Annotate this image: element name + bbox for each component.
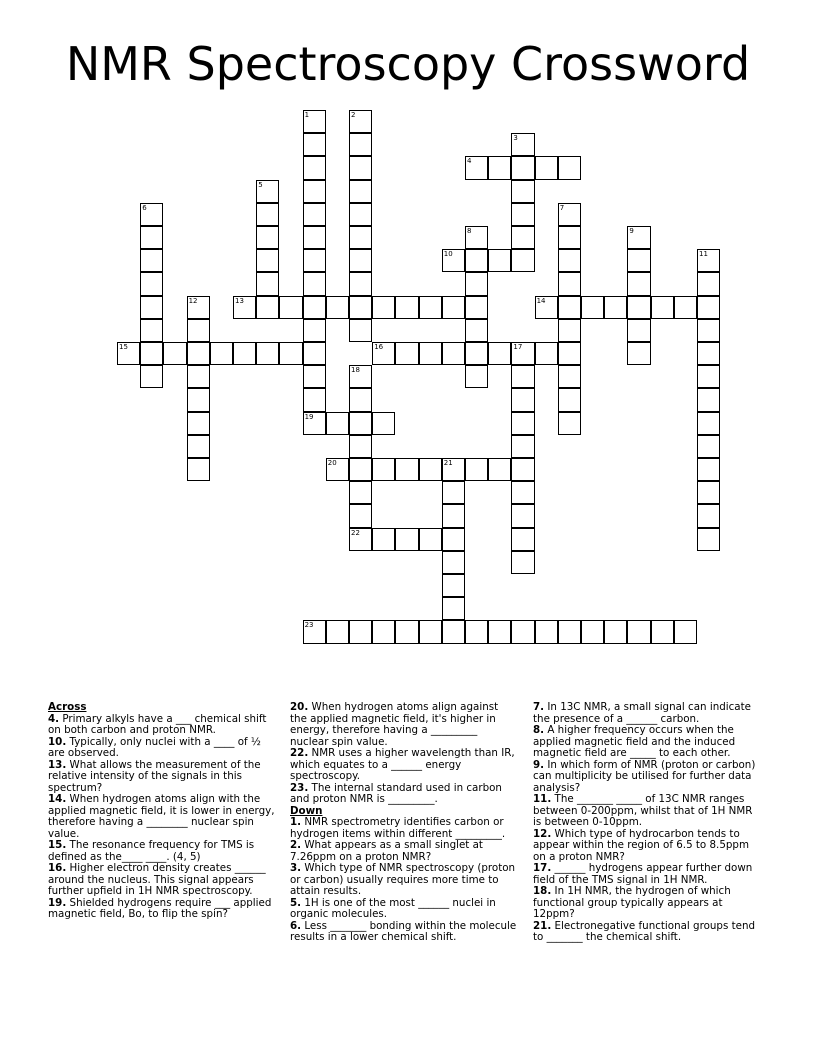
- grid-cell[interactable]: [511, 365, 534, 388]
- cell-number: 12: [188, 296, 198, 305]
- grid-cell[interactable]: [349, 296, 372, 319]
- grid-cell[interactable]: [187, 388, 210, 411]
- grid-cell[interactable]: [697, 365, 720, 388]
- cell-number: 16: [374, 343, 384, 351]
- down-heading: Down: [290, 804, 323, 817]
- grid-cell[interactable]: [349, 388, 372, 411]
- grid-cell[interactable]: [697, 528, 720, 551]
- grid-cell[interactable]: [511, 203, 534, 226]
- grid-cell[interactable]: [558, 296, 581, 319]
- grid-cell[interactable]: [279, 296, 302, 319]
- grid-cell[interactable]: [535, 156, 558, 179]
- grid-cell[interactable]: [303, 110, 326, 133]
- grid-cell[interactable]: [256, 249, 279, 272]
- grid-cell[interactable]: [419, 296, 442, 319]
- grid-cell[interactable]: [511, 226, 534, 249]
- grid-cell[interactable]: [187, 458, 210, 481]
- grid-cell[interactable]: [558, 412, 581, 435]
- grid-cell[interactable]: [442, 504, 465, 527]
- grid-cell[interactable]: [627, 249, 650, 272]
- grid-cell[interactable]: [627, 296, 650, 319]
- clue-across-4: 4. Primary alkyls have a ___ chemical shift on both carbon and proton NMR.: [48, 712, 267, 736]
- clue-down-8: 8. A higher frequency occurs when the applied magnetic field and the induced magnetic field are _____ to each other.: [533, 724, 736, 759]
- cell-number: 6: [142, 203, 147, 212]
- cell-number: 7: [559, 203, 565, 212]
- grid-cell[interactable]: [511, 481, 534, 504]
- grid-cell[interactable]: [256, 226, 279, 249]
- grid-cell[interactable]: [627, 620, 650, 643]
- grid-cell[interactable]: [349, 458, 372, 481]
- clue-down-1: 1. NMR spectrometry identifies carbon or hydrogen items within different _________.: [290, 816, 506, 840]
- grid-cell[interactable]: [303, 365, 326, 388]
- clue-down-11: 11. The _______ _____ of 13C NMR ranges between 0-200ppm, whilst that of 1H NMR is between 0-10ppm.: [533, 793, 753, 828]
- clue-column-3: [533, 702, 761, 944]
- grid-cell[interactable]: [326, 458, 349, 481]
- cell-number: 10: [443, 250, 453, 259]
- cell-number: 14: [536, 296, 546, 305]
- grid-cell[interactable]: [303, 388, 326, 411]
- cell-number: 4: [467, 157, 472, 166]
- grid-cell[interactable]: [697, 481, 720, 504]
- grid-cell[interactable]: [233, 342, 256, 365]
- cell-number: 18: [351, 366, 360, 375]
- clue-down-21: 21. Electronegative functional groups tend to _______ the chemical shift.: [533, 919, 756, 943]
- grid-cell[interactable]: [303, 203, 326, 226]
- grid-cell[interactable]: [674, 296, 697, 319]
- cell-number: 1: [304, 111, 310, 119]
- grid-cell[interactable]: [326, 412, 349, 435]
- grid-cell[interactable]: [511, 342, 534, 365]
- cell-number: 11: [699, 250, 708, 259]
- grid-cell[interactable]: [349, 133, 372, 156]
- grid-cell[interactable]: [488, 156, 511, 179]
- grid-cell[interactable]: [303, 156, 326, 179]
- grid-cell[interactable]: [349, 412, 372, 435]
- clue-down-9: 9. In which form of NMR (proton or carbon) can multiplicity be utilised for further data analysis?: [533, 758, 756, 794]
- grid-cell[interactable]: [697, 388, 720, 411]
- grid-cell[interactable]: [117, 342, 140, 365]
- grid-cell[interactable]: [535, 296, 558, 319]
- grid-cell[interactable]: [140, 249, 163, 272]
- grid-cell[interactable]: [303, 249, 326, 272]
- grid-cell[interactable]: [488, 458, 511, 481]
- grid-cell[interactable]: [233, 296, 256, 319]
- grid-cell[interactable]: [558, 388, 581, 411]
- grid-cell[interactable]: [488, 342, 511, 365]
- grid-cell[interactable]: [349, 504, 372, 527]
- grid-cell[interactable]: [627, 342, 650, 365]
- grid-cell[interactable]: [697, 504, 720, 527]
- grid-cell[interactable]: [511, 249, 534, 272]
- clue-across-13: 13. What allows the measurement of the relative intensity of the signals in this spectrum?: [48, 758, 261, 794]
- grid-cell[interactable]: [511, 551, 534, 574]
- grid-cell[interactable]: [442, 249, 465, 272]
- grid-cell[interactable]: [349, 319, 372, 342]
- grid-cell[interactable]: [442, 296, 465, 319]
- grid-cell[interactable]: [372, 296, 395, 319]
- grid-cell[interactable]: [187, 296, 210, 319]
- grid-cell[interactable]: [349, 156, 372, 179]
- grid-cell[interactable]: [558, 203, 581, 226]
- grid-cell[interactable]: [256, 342, 279, 365]
- cell-number: 3: [513, 134, 518, 143]
- grid-cell[interactable]: [395, 620, 418, 643]
- grid-cell[interactable]: [697, 435, 720, 458]
- clue-down-12: 12. Which type of hydrocarbon tends to appear within the region of 6.5 to 8.5ppm on a proton NMR?: [533, 827, 749, 863]
- grid-cell[interactable]: [535, 342, 558, 365]
- grid-cell[interactable]: [349, 226, 372, 249]
- grid-cell[interactable]: [303, 342, 326, 365]
- across-heading: Across: [48, 701, 87, 713]
- grid-cell[interactable]: [349, 249, 372, 272]
- grid-cell[interactable]: [395, 296, 418, 319]
- grid-cell[interactable]: [558, 365, 581, 388]
- grid-cell[interactable]: [511, 504, 534, 527]
- clue-down-17: 17. ______ hydrogens appear further down field of the TMS signal in 1H NMR.: [533, 862, 753, 886]
- grid-cell[interactable]: [349, 528, 372, 551]
- grid-cell[interactable]: [442, 551, 465, 574]
- cell-number: 19: [304, 412, 314, 421]
- clue-across-16: 16. Higher electron density creates ______ around the nucleus. This signal appears further upfield in 1H NMR spectroscopy.: [48, 862, 266, 897]
- grid-cell[interactable]: [697, 319, 720, 342]
- clue-across-20: 20. When hydrogen atoms align against the applied magnetic field, it's higher in energy, therefore having a _________ nuclear spin value.: [290, 701, 499, 748]
- grid-cell[interactable]: [256, 272, 279, 295]
- grid-cell[interactable]: [326, 296, 349, 319]
- grid-cell[interactable]: [279, 342, 302, 365]
- clue-down-5: 5. 1H is one of the most ______ nuclei in organic molecules.: [290, 896, 496, 920]
- grid-cell[interactable]: [697, 272, 720, 295]
- page-title: NMR Spectroscopy Crossword: [65, 37, 751, 91]
- grid-cell[interactable]: [604, 620, 627, 643]
- grid-cell[interactable]: [326, 620, 349, 643]
- grid-cell[interactable]: [511, 388, 534, 411]
- clue-down-18: 18. In 1H NMR, the hydrogen of which functional group typically appears at 12ppm?: [533, 885, 731, 920]
- grid-cell[interactable]: [349, 272, 372, 295]
- grid-cell[interactable]: [627, 272, 650, 295]
- grid-cell[interactable]: [488, 249, 511, 272]
- grid-cell[interactable]: [465, 296, 488, 319]
- grid-cell[interactable]: [140, 342, 163, 365]
- clue-down-2: 2. What appears as a small singlet at 7.26ppm on a proton NMR?: [290, 839, 483, 863]
- clue-across-15: 15. The resonance frequency for TMS is defined as the____ ____. (4, 5): [48, 839, 255, 863]
- grid-cell[interactable]: [465, 319, 488, 342]
- grid-cell[interactable]: [140, 203, 163, 226]
- cell-number: 9: [629, 227, 634, 235]
- grid-cell[interactable]: [210, 342, 233, 365]
- clue-down-3: 3. Which type of NMR spectroscopy (proton or carbon) usually requires more time to attain results.: [290, 862, 516, 897]
- grid-cell[interactable]: [303, 180, 326, 203]
- grid-cell[interactable]: [187, 435, 210, 458]
- grid-cell[interactable]: [349, 481, 372, 504]
- grid-cell[interactable]: [697, 342, 720, 365]
- cell-number: 13: [235, 296, 244, 305]
- grid-cell[interactable]: [465, 156, 488, 179]
- grid-cell[interactable]: [187, 342, 210, 365]
- grid-cell[interactable]: [558, 272, 581, 295]
- grid-cell[interactable]: [651, 620, 674, 643]
- clue-across-14: 14. When hydrogen atoms align with the applied magnetic field, it is lower in energy, therefore having a ________ nuclear spin value.: [48, 793, 275, 840]
- clue-across-23: 23. The internal standard used in carbon and proton NMR is _________.: [290, 781, 502, 805]
- cell-number: 2: [351, 111, 356, 119]
- clue-column-2: [290, 702, 518, 944]
- grid-cell[interactable]: [372, 458, 395, 481]
- clue-across-10: 10. Typically, only nuclei with a ____ of ½ are observed.: [48, 735, 261, 759]
- clue-column-1: [48, 702, 276, 921]
- grid-cell[interactable]: [442, 458, 465, 481]
- grid-cell[interactable]: [140, 272, 163, 295]
- grid-cell[interactable]: [511, 458, 534, 481]
- grid-cell[interactable]: [256, 203, 279, 226]
- grid-cell[interactable]: [511, 528, 534, 551]
- grid-cell[interactable]: [558, 156, 581, 179]
- grid-cell[interactable]: [303, 133, 326, 156]
- grid-cell[interactable]: [303, 296, 326, 319]
- grid-cell[interactable]: [581, 620, 604, 643]
- grid-cell[interactable]: [349, 110, 372, 133]
- grid-cell[interactable]: [140, 319, 163, 342]
- grid-cell[interactable]: [442, 342, 465, 365]
- grid-cell[interactable]: [419, 342, 442, 365]
- grid-cell[interactable]: [465, 365, 488, 388]
- grid-cell[interactable]: [372, 528, 395, 551]
- grid-cell[interactable]: [303, 412, 326, 435]
- grid-cell[interactable]: [419, 620, 442, 643]
- grid-cell[interactable]: [674, 620, 697, 643]
- grid-cell[interactable]: [465, 342, 488, 365]
- grid-cell[interactable]: [697, 412, 720, 435]
- grid-cell[interactable]: [511, 435, 534, 458]
- grid-cell[interactable]: [535, 620, 558, 643]
- grid-cell[interactable]: [558, 226, 581, 249]
- grid-cell[interactable]: [511, 133, 534, 156]
- grid-cell[interactable]: [256, 296, 279, 319]
- grid-cell[interactable]: [465, 272, 488, 295]
- grid-cell[interactable]: [697, 296, 720, 319]
- grid-cell[interactable]: [627, 226, 650, 249]
- grid-cell[interactable]: [442, 574, 465, 597]
- grid-cell[interactable]: [511, 156, 534, 179]
- grid-cell[interactable]: [163, 342, 186, 365]
- grid-cell[interactable]: [256, 180, 279, 203]
- grid-cell[interactable]: [465, 226, 488, 249]
- grid-cell[interactable]: [303, 226, 326, 249]
- grid-cell[interactable]: [604, 296, 627, 319]
- clue-down-7: 7. In 13C NMR, a small signal can indicate the presence of a ______ carbon.: [533, 701, 751, 725]
- grid-cell[interactable]: [651, 296, 674, 319]
- grid-cell[interactable]: [372, 412, 395, 435]
- grid-cell[interactable]: [558, 319, 581, 342]
- grid-cell[interactable]: [442, 528, 465, 551]
- cell-number: 17: [513, 343, 523, 351]
- grid-cell[interactable]: [187, 412, 210, 435]
- grid-cell[interactable]: [442, 620, 465, 643]
- grid-cell[interactable]: [442, 481, 465, 504]
- grid-cell[interactable]: [349, 180, 372, 203]
- grid-cell[interactable]: [303, 620, 326, 643]
- grid-cell[interactable]: [511, 412, 534, 435]
- grid-cell[interactable]: [627, 319, 650, 342]
- cell-number: 8: [467, 227, 472, 235]
- grid-cell[interactable]: [558, 249, 581, 272]
- grid-cell[interactable]: [511, 620, 534, 643]
- grid-cell[interactable]: [558, 620, 581, 643]
- grid-cell[interactable]: [419, 458, 442, 481]
- grid-cell[interactable]: [558, 342, 581, 365]
- clue-down-6: 6. Less _______ bonding within the molecule results in a lower chemical shift.: [290, 919, 517, 943]
- cell-number: 20: [327, 459, 337, 467]
- grid-cell[interactable]: [372, 620, 395, 643]
- grid-cell[interactable]: [349, 435, 372, 458]
- clue-across-19: 19. Shielded hydrogens require ___ applied magnetic field, Bo, to flip the spin?: [48, 896, 272, 920]
- grid-cell[interactable]: [697, 458, 720, 481]
- cell-number: 23: [304, 621, 314, 630]
- grid-cell[interactable]: [395, 342, 418, 365]
- grid-cell[interactable]: [419, 528, 442, 551]
- grid-cell[interactable]: [140, 226, 163, 249]
- grid-cell[interactable]: [465, 458, 488, 481]
- grid-cell[interactable]: [442, 597, 465, 620]
- grid-cell[interactable]: [465, 620, 488, 643]
- grid-cell[interactable]: [511, 180, 534, 203]
- grid-cell[interactable]: [187, 319, 210, 342]
- grid-cell[interactable]: [349, 203, 372, 226]
- grid-cell[interactable]: [349, 365, 372, 388]
- cell-number: 15: [119, 343, 128, 351]
- grid-cell[interactable]: [140, 296, 163, 319]
- clue-across-22: 22. NMR uses a higher wavelength than IR, which equates to a ______ energy spectroscopy.: [290, 747, 515, 782]
- cell-number: 5: [258, 180, 263, 189]
- grid-cell[interactable]: [303, 319, 326, 342]
- grid-cell[interactable]: [697, 249, 720, 272]
- grid-cell[interactable]: [488, 620, 511, 643]
- grid-cell[interactable]: [372, 342, 395, 365]
- cell-number: 21: [443, 459, 453, 467]
- grid-cell[interactable]: [187, 365, 210, 388]
- grid-cell[interactable]: [303, 272, 326, 295]
- grid-cell[interactable]: [581, 296, 604, 319]
- cell-number: 22: [351, 528, 360, 537]
- grid-cell[interactable]: [140, 365, 163, 388]
- grid-cell[interactable]: [395, 458, 418, 481]
- grid-cell[interactable]: [465, 249, 488, 272]
- grid-cell[interactable]: [395, 528, 418, 551]
- grid-cell[interactable]: [349, 620, 372, 643]
